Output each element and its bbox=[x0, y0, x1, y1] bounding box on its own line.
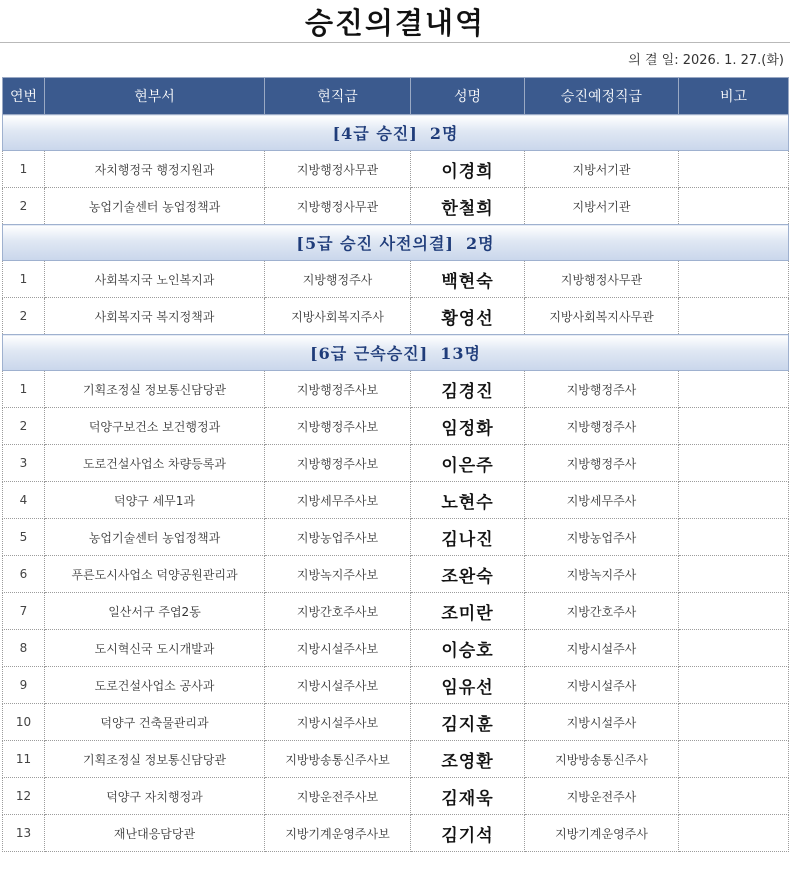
page-title: 승진의결내역 bbox=[0, 0, 790, 43]
row-number: 2 bbox=[3, 188, 45, 225]
row-current-rank: 지방운전주사보 bbox=[265, 778, 411, 815]
row-note bbox=[679, 778, 789, 815]
table-row bbox=[3, 261, 789, 298]
column-header-note: 비고 bbox=[679, 78, 789, 115]
row-name: 김나진 bbox=[411, 519, 525, 556]
row-target-rank: 지방행정주사 bbox=[525, 408, 679, 445]
row-number: 3 bbox=[3, 445, 45, 482]
row-name: 조미란 bbox=[411, 593, 525, 630]
row-current-rank: 지방사회복지주사 bbox=[265, 298, 411, 335]
row-current-rank: 지방방송통신주사보 bbox=[265, 741, 411, 778]
row-current-rank: 지방기계운영주사보 bbox=[265, 815, 411, 852]
section-title bbox=[3, 225, 789, 261]
row-note bbox=[679, 593, 789, 630]
row-name: 임정화 bbox=[411, 408, 525, 445]
row-note bbox=[679, 371, 789, 408]
row-note bbox=[679, 298, 789, 335]
row-number: 7 bbox=[3, 593, 45, 630]
row-target-rank: 지방행정주사 bbox=[525, 371, 679, 408]
table-row bbox=[3, 593, 789, 630]
row-department: 재난대응담당관 bbox=[45, 815, 265, 852]
table-row bbox=[3, 408, 789, 445]
row-number: 10 bbox=[3, 704, 45, 741]
row-name: 임유선 bbox=[411, 667, 525, 704]
row-current-rank: 지방녹지주사보 bbox=[265, 556, 411, 593]
row-target-rank: 지방운전주사 bbox=[525, 778, 679, 815]
row-target-rank: 지방시설주사 bbox=[525, 630, 679, 667]
row-current-rank: 지방시설주사보 bbox=[265, 704, 411, 741]
section-header-row bbox=[3, 115, 789, 151]
row-name: 이은주 bbox=[411, 445, 525, 482]
column-header-target: 승진예정직급 bbox=[525, 78, 679, 115]
row-name: 김지훈 bbox=[411, 704, 525, 741]
row-note bbox=[679, 630, 789, 667]
table-row bbox=[3, 482, 789, 519]
row-note bbox=[679, 519, 789, 556]
row-number: 6 bbox=[3, 556, 45, 593]
row-department: 덕양구 건축물관리과 bbox=[45, 704, 265, 741]
row-department: 덕양구보건소 보건행정과 bbox=[45, 408, 265, 445]
row-name: 조영환 bbox=[411, 741, 525, 778]
row-current-rank: 지방농업주사보 bbox=[265, 519, 411, 556]
promotion-table bbox=[2, 77, 789, 852]
row-department: 일산서구 주엽2동 bbox=[45, 593, 265, 630]
row-number: 8 bbox=[3, 630, 45, 667]
row-current-rank: 지방행정주사보 bbox=[265, 445, 411, 482]
row-note bbox=[679, 151, 789, 188]
section-label: [6급 근속승진] bbox=[310, 344, 429, 363]
section-count: 13명 bbox=[440, 344, 481, 363]
row-name: 이경희 bbox=[411, 151, 525, 188]
row-department: 사회복지국 노인복지과 bbox=[45, 261, 265, 298]
table-row bbox=[3, 815, 789, 852]
row-target-rank: 지방행정사무관 bbox=[525, 261, 679, 298]
section-header-row bbox=[3, 335, 789, 371]
column-header-dept: 현부서 bbox=[45, 78, 265, 115]
section-label: [5급 승진 사전의결] bbox=[296, 234, 454, 253]
row-department: 농업기술센터 농업정책과 bbox=[45, 188, 265, 225]
row-name: 김기석 bbox=[411, 815, 525, 852]
section-title bbox=[3, 335, 789, 371]
row-department: 자치행정국 행정지원과 bbox=[45, 151, 265, 188]
row-number: 12 bbox=[3, 778, 45, 815]
table-row bbox=[3, 151, 789, 188]
row-note bbox=[679, 445, 789, 482]
row-number: 1 bbox=[3, 371, 45, 408]
table-row bbox=[3, 667, 789, 704]
table-row bbox=[3, 556, 789, 593]
row-target-rank: 지방사회복지사무관 bbox=[525, 298, 679, 335]
row-target-rank: 지방행정주사 bbox=[525, 445, 679, 482]
row-department: 기획조정실 정보통신담당관 bbox=[45, 741, 265, 778]
row-note bbox=[679, 556, 789, 593]
row-note bbox=[679, 188, 789, 225]
row-target-rank: 지방서기관 bbox=[525, 151, 679, 188]
row-current-rank: 지방행정사무관 bbox=[265, 151, 411, 188]
table-row bbox=[3, 519, 789, 556]
row-name: 한철희 bbox=[411, 188, 525, 225]
row-number: 9 bbox=[3, 667, 45, 704]
column-header-name: 성명 bbox=[411, 78, 525, 115]
table-row bbox=[3, 371, 789, 408]
row-number: 5 bbox=[3, 519, 45, 556]
row-name: 김재욱 bbox=[411, 778, 525, 815]
row-current-rank: 지방행정주사보 bbox=[265, 408, 411, 445]
table-row bbox=[3, 445, 789, 482]
row-department: 도시혁신국 도시개발과 bbox=[45, 630, 265, 667]
table-row bbox=[3, 630, 789, 667]
column-header-rank: 현직급 bbox=[265, 78, 411, 115]
row-note bbox=[679, 261, 789, 298]
row-target-rank: 지방간호주사 bbox=[525, 593, 679, 630]
row-department: 푸른도시사업소 덕양공원관리과 bbox=[45, 556, 265, 593]
row-note bbox=[679, 667, 789, 704]
row-current-rank: 지방시설주사보 bbox=[265, 667, 411, 704]
row-target-rank: 지방녹지주사 bbox=[525, 556, 679, 593]
row-target-rank: 지방서기관 bbox=[525, 188, 679, 225]
table-body bbox=[3, 115, 789, 852]
row-note bbox=[679, 408, 789, 445]
row-note bbox=[679, 741, 789, 778]
row-current-rank: 지방행정사무관 bbox=[265, 188, 411, 225]
row-number: 11 bbox=[3, 741, 45, 778]
column-header-no: 연번 bbox=[3, 78, 45, 115]
row-number: 13 bbox=[3, 815, 45, 852]
table-row bbox=[3, 188, 789, 225]
row-number: 2 bbox=[3, 298, 45, 335]
row-department: 덕양구 세무1과 bbox=[45, 482, 265, 519]
table-row bbox=[3, 741, 789, 778]
row-target-rank: 지방세무주사 bbox=[525, 482, 679, 519]
row-department: 사회복지국 복지정책과 bbox=[45, 298, 265, 335]
section-label: [4급 승진] bbox=[332, 124, 418, 143]
row-number: 1 bbox=[3, 151, 45, 188]
row-note bbox=[679, 482, 789, 519]
section-count: 2명 bbox=[466, 234, 495, 253]
row-name: 조완숙 bbox=[411, 556, 525, 593]
row-department: 기획조정실 정보통신담당관 bbox=[45, 371, 265, 408]
row-note bbox=[679, 704, 789, 741]
row-target-rank: 지방방송통신주사 bbox=[525, 741, 679, 778]
row-name: 황영선 bbox=[411, 298, 525, 335]
table-row bbox=[3, 778, 789, 815]
row-name: 김경진 bbox=[411, 371, 525, 408]
row-number: 4 bbox=[3, 482, 45, 519]
row-department: 덕양구 자치행정과 bbox=[45, 778, 265, 815]
row-name: 백현숙 bbox=[411, 261, 525, 298]
section-title bbox=[3, 115, 789, 151]
row-current-rank: 지방행정주사 bbox=[265, 261, 411, 298]
section-count: 2명 bbox=[429, 124, 459, 143]
row-name: 노현수 bbox=[411, 482, 525, 519]
row-current-rank: 지방행정주사보 bbox=[265, 371, 411, 408]
table-header-row bbox=[3, 78, 789, 115]
row-department: 도로건설사업소 공사과 bbox=[45, 667, 265, 704]
row-note bbox=[679, 815, 789, 852]
row-name: 이승호 bbox=[411, 630, 525, 667]
row-target-rank: 지방기계운영주사 bbox=[525, 815, 679, 852]
row-current-rank: 지방시설주사보 bbox=[265, 630, 411, 667]
row-current-rank: 지방간호주사보 bbox=[265, 593, 411, 630]
row-target-rank: 지방시설주사 bbox=[525, 704, 679, 741]
row-department: 도로건설사업소 차량등록과 bbox=[45, 445, 265, 482]
table-row bbox=[3, 704, 789, 741]
resolution-date: 의 결 일: 2026. 1. 27.(화) bbox=[628, 53, 784, 68]
table-row bbox=[3, 298, 789, 335]
row-number: 2 bbox=[3, 408, 45, 445]
row-number: 1 bbox=[3, 261, 45, 298]
section-header-row bbox=[3, 225, 789, 261]
row-current-rank: 지방세무주사보 bbox=[265, 482, 411, 519]
row-department: 농업기술센터 농업정책과 bbox=[45, 519, 265, 556]
row-target-rank: 지방시설주사 bbox=[525, 667, 679, 704]
row-target-rank: 지방농업주사 bbox=[525, 519, 679, 556]
